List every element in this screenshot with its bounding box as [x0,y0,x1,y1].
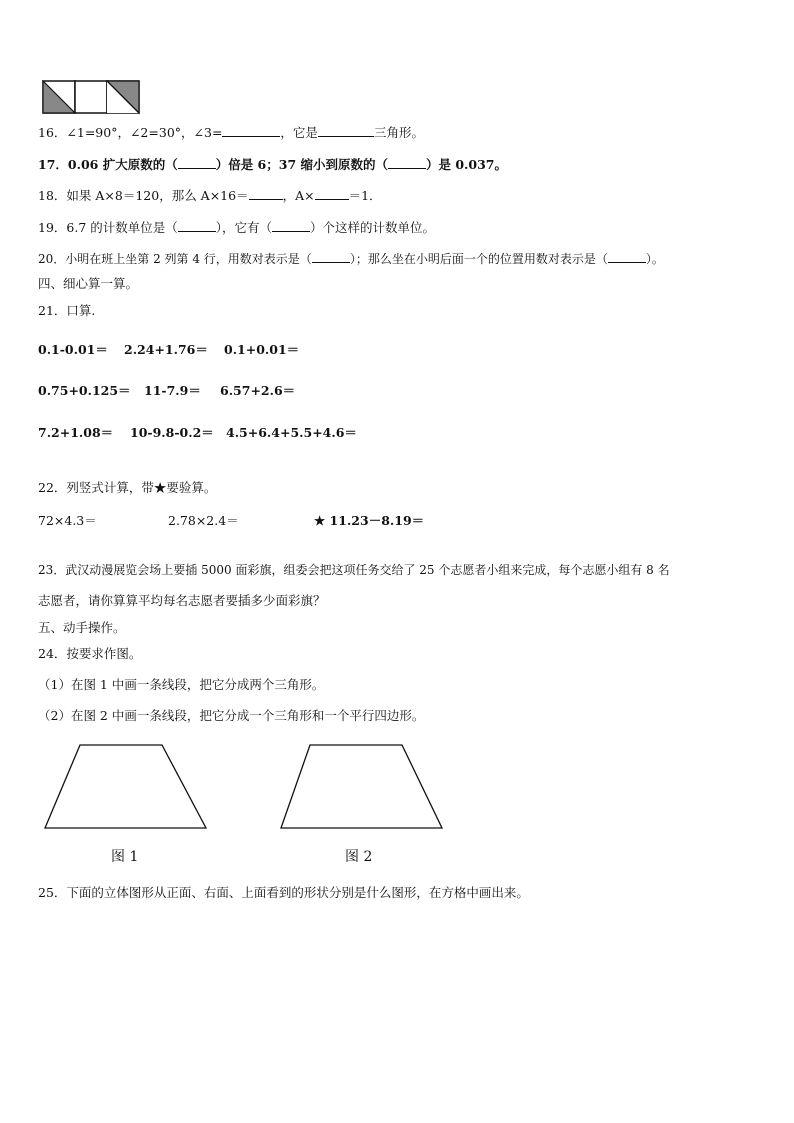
question-23: 23．武汉动漫展览会场上要插 5000 面彩旗，组委会把这项任务交给了 25 个志愿者小组来完成，每个志愿小组有 8 名 [38,563,670,577]
question-number: 17． [38,157,68,172]
answer-blank[interactable] [249,187,283,200]
answer-blank[interactable] [272,219,310,232]
triangle-squares-figure [42,80,144,116]
question-number: 18． [38,188,67,203]
question-number: 21． [38,303,67,318]
question-number: 16． [38,125,67,140]
question-20: 20．小明在班上坐第 2 列第 4 行，用数对表示是（ ）；那么坐在小明后面一个的位置用数对表示是（ ）。 [38,252,664,266]
trapezoid-figure-2[interactable] [276,740,448,834]
figure-1-label: 图 1 [111,849,139,865]
answer-blank[interactable] [388,156,426,169]
section-heading: 四、细心算一算。 [38,276,139,291]
calc-item: 6.57+2.6＝ [220,383,296,398]
question-16: 16．∠1=90°，∠2=30°，∠3= ，它是 三角形。 [38,125,424,140]
calc-item: 11-7.9＝ [144,383,201,398]
calc-item: 7.2+1.08＝ [38,425,114,440]
vertical-calc-item: 72×4.3＝ [38,513,97,528]
calc-item: 10-9.8-0.2＝ [130,425,214,440]
section-heading: 五、动手操作。 [38,620,126,635]
question-number: 19． [38,220,67,235]
calc-item: 0.1+0.01＝ [224,342,300,357]
calc-item: 4.5+6.4+5.5+4.6＝ [226,425,357,440]
question-number: 24． [38,646,67,661]
question-24: 24．按要求作图。 [38,646,142,661]
question-18: 18．如果 A×8＝120，那么 A×16＝ ，A× ＝1． [38,188,382,203]
question-24-sub2: （2）在图 2 中画一条线段，把它分成一个三角形和一个平行四边形。 [38,708,425,723]
calc-item: 0.1-0.01＝ [38,342,108,357]
question-21: 21．口算. [38,303,96,318]
question-number: 23． [38,563,66,577]
question-25: 25．下面的立体图形从正面、右面、上面看到的形状分别是什么图形，在方格中画出来。 [38,885,529,900]
answer-blank[interactable] [178,219,216,232]
vertical-calc-item: ★ 11.23－8.19＝ [314,513,425,528]
question-number: 20． [38,252,66,266]
question-22: 22．列竖式计算，带★要验算。 [38,480,217,495]
answer-blank[interactable] [318,124,374,137]
trapezoid-figure-1[interactable] [40,740,212,834]
answer-blank[interactable] [312,250,350,263]
question-number: 25． [38,885,67,900]
calc-item: 0.75+0.125＝ [38,383,131,398]
calc-item: 2.24+1.76＝ [124,342,208,357]
question-23-continued: 志愿者，请你算算平均每名志愿者要插多少面彩旗？ [38,593,326,608]
answer-blank[interactable] [178,156,216,169]
answer-blank[interactable] [315,187,349,200]
figure-2-label: 图 2 [345,849,373,865]
answer-blank[interactable] [222,124,280,137]
question-19: 19．6.7 的计数单位是（ ），它有（ ）个这样的计数单位。 [38,220,436,235]
vertical-calc-item: 2.78×2.4＝ [168,513,239,528]
answer-blank[interactable] [608,250,646,263]
question-24-sub1: （1）在图 1 中画一条线段，把它分成两个三角形。 [38,677,325,692]
question-17: 17．0.06 扩大原数的（ ）倍是 6；37 缩小到原数的（ ）是 0.037。 [38,157,507,172]
question-number: 22． [38,480,67,495]
